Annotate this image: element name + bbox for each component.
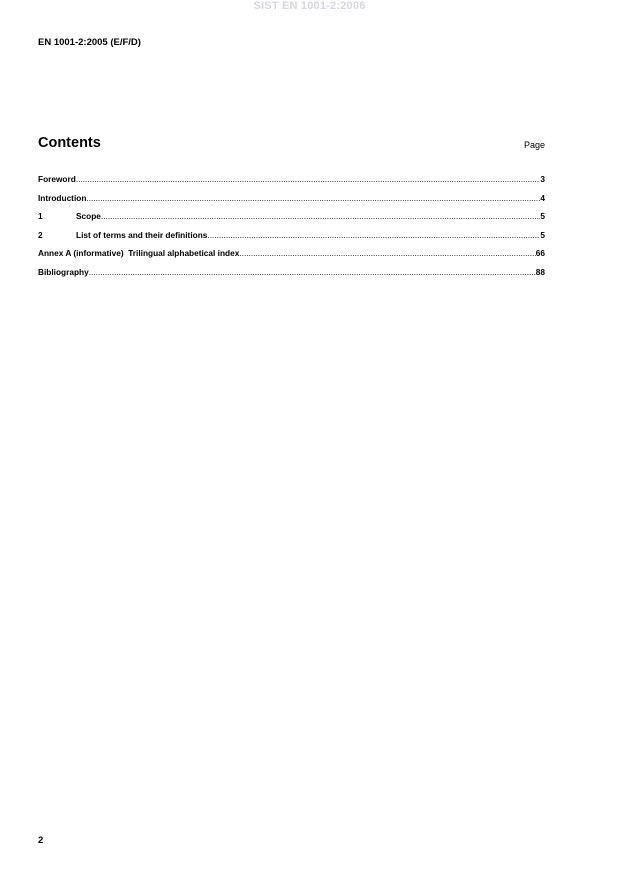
toc-leader-dots — [86, 193, 540, 203]
toc-entry-foreword[interactable] — [38, 174, 545, 193]
table-of-contents — [38, 174, 545, 286]
toc-entry-bibliography[interactable] — [38, 267, 545, 286]
toc-entry-number: 2 — [38, 229, 43, 240]
page-column-label: Page — [523, 140, 545, 150]
toc-entry-introduction[interactable] — [38, 193, 545, 212]
toc-entry-label: Scope — [76, 211, 101, 222]
toc-entry-terms-definitions[interactable] — [38, 230, 545, 249]
contents-heading-row — [38, 135, 545, 151]
toc-entry-number: 1 — [38, 211, 43, 222]
toc-entry-label: List of terms and their definitions — [76, 229, 208, 240]
toc-leader-dots — [239, 248, 535, 258]
contents-title: Contents — [38, 135, 101, 151]
watermark: SIST EN 1001-2:2006 — [253, 0, 366, 12]
toc-entry-label: Introduction — [38, 192, 87, 203]
toc-leader-dots — [89, 267, 536, 277]
document-id: EN 1001-2:2005 (E/F/D) — [38, 37, 141, 48]
toc-leader-dots — [101, 211, 540, 221]
page-number: 2 — [38, 835, 44, 846]
toc-entry-label: Annex A (informative) Trilingual alphabetical index — [38, 248, 240, 259]
toc-entry-scope[interactable] — [38, 211, 545, 230]
toc-entry-annex-a[interactable] — [38, 248, 545, 267]
toc-leader-dots — [207, 230, 540, 240]
toc-entry-label: Bibliography — [38, 266, 89, 277]
toc-entry-label: Foreword — [38, 174, 76, 184]
toc-entry-page: 66 — [535, 248, 545, 259]
toc-entry-page: 5 — [540, 211, 545, 222]
toc-leader-dots — [76, 174, 541, 184]
toc-entry-page: 4 — [540, 192, 545, 203]
toc-entry-page: 88 — [535, 266, 545, 277]
toc-entry-page: 3 — [540, 174, 545, 184]
toc-entry-page: 5 — [540, 229, 545, 240]
